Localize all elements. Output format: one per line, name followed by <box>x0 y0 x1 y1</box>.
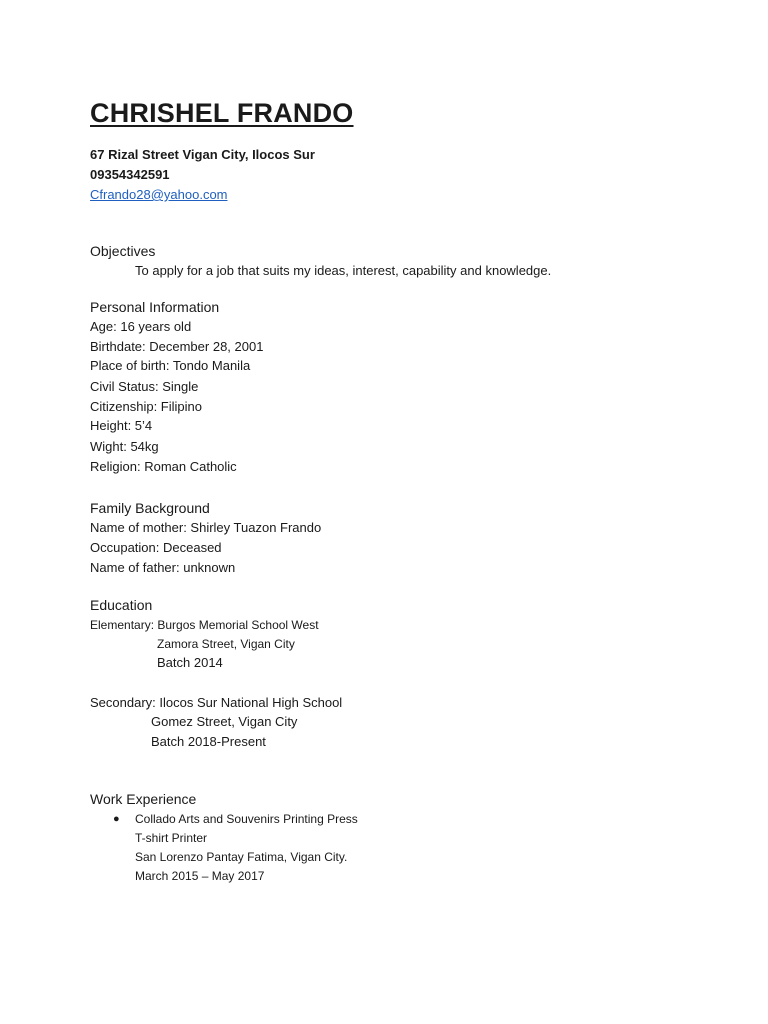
work-experience-heading: Work Experience <box>90 791 197 807</box>
personal-info-item: Religion: Roman Catholic <box>90 459 237 474</box>
personal-info-item: Citizenship: Filipino <box>90 399 202 414</box>
phone-number: 09354342591 <box>90 167 170 182</box>
personal-info-item: Wight: 54kg <box>90 439 159 454</box>
family-background-item: Occupation: Deceased <box>90 540 222 555</box>
secondary-batch: Batch 2018-Present <box>151 734 266 749</box>
personal-info-item: Birthdate: December 28, 2001 <box>90 339 264 354</box>
personal-info-item: Place of birth: Tondo Manila <box>90 358 251 373</box>
personal-info-item: Civil Status: Single <box>90 379 199 394</box>
family-background-item: Name of father: unknown <box>90 560 236 575</box>
email-link[interactable]: Cfrando28@yahoo.com <box>90 187 228 202</box>
address: 67 Rizal Street Vigan City, Ilocos Sur <box>90 147 315 162</box>
elementary-school: Elementary: Burgos Memorial School West <box>90 618 319 632</box>
work-position: T-shirt Printer <box>135 831 208 845</box>
personal-info-heading: Personal Information <box>90 299 220 315</box>
work-period: March 2015 – May 2017 <box>135 869 265 883</box>
bullet-icon: ● <box>113 813 120 825</box>
elementary-batch: Batch 2014 <box>157 655 223 670</box>
secondary-address: Gomez Street, Vigan City <box>151 714 298 729</box>
objectives-heading: Objectives <box>90 243 156 259</box>
personal-info-item: Height: 5’4 <box>90 418 153 433</box>
elementary-address: Zamora Street, Vigan City <box>157 637 295 651</box>
family-background-heading: Family Background <box>90 500 210 516</box>
objectives-text: To apply for a job that suits my ideas, interest, capability and knowledge. <box>135 263 552 278</box>
work-company: Collado Arts and Souvenirs Printing Press <box>135 812 358 826</box>
applicant-name: CHRISHEL FRANDO <box>90 98 354 128</box>
work-location: San Lorenzo Pantay Fatima, Vigan City. <box>135 850 348 864</box>
secondary-school: Secondary: Ilocos Sur National High School <box>90 695 343 710</box>
personal-info-item: Age: 16 years old <box>90 319 192 334</box>
education-heading: Education <box>90 597 153 613</box>
family-background-item: Name of mother: Shirley Tuazon Frando <box>90 520 322 535</box>
